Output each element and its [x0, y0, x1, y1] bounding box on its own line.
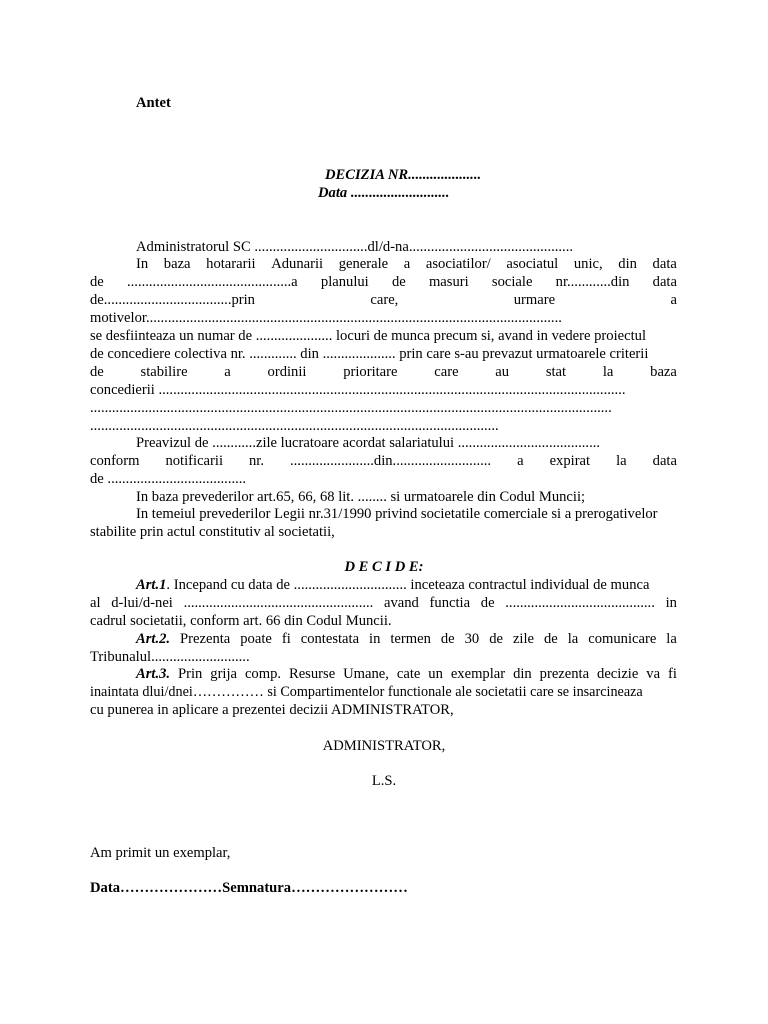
word: termen [390, 631, 431, 647]
word: a [403, 256, 411, 272]
word: de [489, 631, 503, 647]
body-line-2 [136, 255, 677, 273]
word: de [480, 595, 495, 611]
word: .............................................a [127, 274, 298, 290]
word: 30 [464, 631, 480, 647]
word: au [495, 364, 510, 380]
word: de [90, 274, 104, 290]
word: baza [163, 256, 191, 272]
body-line-10: ............................................................................................................................................... [90, 400, 612, 416]
word: Adunarii [271, 256, 324, 272]
word: Prezenta [180, 631, 231, 647]
word: de [440, 631, 455, 647]
word: zile [512, 631, 535, 647]
word: din [513, 666, 532, 682]
word: In [136, 256, 149, 272]
word: grija [210, 666, 238, 682]
article-3-line-3: cu punerea in aplicare a prezentei decizii ADMINISTRATOR, [90, 702, 454, 718]
word: .......................din........................... [290, 453, 492, 469]
word: la [616, 453, 627, 469]
word: de [90, 364, 104, 380]
article-1-line-1 [136, 576, 649, 594]
word: fi [281, 631, 291, 647]
word: baza [650, 364, 677, 380]
article-1-line-3: cadrul societatii, conform art. 66 din Codul Muncii. [90, 613, 392, 629]
body-line-16: In temeiul prevederilor Legii nr.31/1990 privind societatile comerciale si a prerogativelor [136, 506, 658, 522]
word: planului [320, 274, 369, 290]
word: stabilire [140, 364, 188, 380]
word: al [90, 595, 101, 611]
article-1-text: . Incepand cu data de ............................... inceteaza contractul individual de munca [166, 577, 650, 593]
word: expirat [549, 453, 591, 469]
word: sociale [491, 274, 533, 290]
word: a [224, 364, 231, 380]
word: de [391, 274, 406, 290]
word: unic, [573, 256, 603, 272]
body-line-12: Preavizul de ............zile lucratoare acordat salariatului ....................................... [136, 435, 601, 451]
decision-date: Data ........................... [318, 185, 450, 201]
word: Umane, [343, 666, 389, 682]
body-line-13 [90, 452, 677, 470]
body-line-7: de concediere colectiva nr. ............. din .................... prin care s-au prevazut urmatoarele criterii [90, 346, 649, 362]
word: functia [429, 595, 471, 611]
body-line-3 [90, 273, 677, 291]
word: comunicare [588, 631, 657, 647]
antet-label: Antet [136, 95, 171, 111]
ls-mark: L.S. [371, 773, 397, 789]
body-line-6: se desfiinteaza un numar de ..................... locuri de munca precum si, avand in vedere proiectul [90, 328, 646, 344]
word: generale [338, 256, 389, 272]
word: nr. [249, 453, 264, 469]
word: care, [370, 292, 399, 308]
received-copy-label: Am primit un exemplar, [90, 845, 231, 861]
word: ......................................... [505, 595, 655, 611]
word: avand [383, 595, 419, 611]
body-line-5: motivelor.................................................................................................................. [90, 310, 562, 326]
word: contestata [300, 631, 360, 647]
word: .................................................... [183, 595, 374, 611]
word: ordinii [267, 364, 307, 380]
word: fi [668, 666, 677, 682]
word: la [567, 631, 579, 647]
body-line-9: concedierii ................................................................................................................................ [90, 382, 626, 398]
article-1-line-2 [90, 594, 677, 612]
word: asociatul [506, 256, 559, 272]
body-line-11: ................................................................................................................ [90, 418, 499, 434]
word: in [369, 631, 381, 647]
word: masuri [428, 274, 469, 290]
word: de [543, 631, 558, 647]
word: poate [240, 631, 272, 647]
word: prezenta [539, 666, 590, 682]
word: va [646, 666, 661, 682]
word: data [652, 256, 677, 272]
word: in [665, 595, 677, 611]
word: a [670, 292, 677, 308]
body-line-8 [90, 363, 677, 381]
decision-number-dots: .................... [408, 167, 482, 183]
word: conform [90, 453, 140, 469]
article-2-label: Art.2. [136, 631, 171, 647]
word: din [618, 256, 637, 272]
word: cate [396, 666, 421, 682]
article-2-line-1 [136, 630, 677, 648]
word: comp. [244, 666, 282, 682]
body-line-14: de ...................................... [90, 471, 247, 487]
word: nr............din [555, 274, 630, 290]
word: data [652, 453, 677, 469]
word: care [434, 364, 459, 380]
body-line-15: In baza prevederilor art.65, 66, 68 lit. ........ si urmatoarele din Codul Muncii; [136, 489, 586, 505]
word: Resurse [288, 666, 336, 682]
word: hotararii [206, 256, 256, 272]
word: un [428, 666, 443, 682]
word: urmare [513, 292, 556, 308]
word: decizie [597, 666, 639, 682]
word: la [602, 364, 614, 380]
decision-title-text: DECIZIA NR [325, 167, 409, 183]
word: notificarii [165, 453, 223, 469]
word: d-lui/d-nei [111, 595, 173, 611]
body-line-4 [90, 291, 677, 309]
article-3-line-2: inaintata dlui/dnei…………… si Compartimentelor functionale ale societatii care se insarcineaza [90, 684, 643, 700]
decision-title [325, 166, 481, 184]
word: asociatilor/ [425, 256, 491, 272]
decide-heading: D E C I D E: [344, 559, 424, 575]
word: stat [545, 364, 567, 380]
administrator-signature: ADMINISTRATOR, [322, 738, 446, 754]
article-1-label: Art.1 [136, 577, 167, 593]
body-line-17: stabilite prin actul constitutiv al societatii, [90, 524, 335, 540]
word: Prin [178, 666, 203, 682]
article-2-line-2: Tribunalul........................... [90, 649, 250, 665]
word: a [517, 453, 524, 469]
article-3-label: Art.3. [136, 666, 171, 682]
word: de...................................prin [90, 292, 255, 308]
word: exemplar [450, 666, 506, 682]
word: data [652, 274, 677, 290]
date-signature-footer: Data…………………Semnatura…………………… [90, 880, 408, 896]
word: prioritare [343, 364, 398, 380]
body-line-1: Administratorul SC ...............................dl/d-na............................................. [136, 239, 573, 255]
word: la [666, 631, 677, 647]
article-3-line-1 [136, 665, 677, 683]
